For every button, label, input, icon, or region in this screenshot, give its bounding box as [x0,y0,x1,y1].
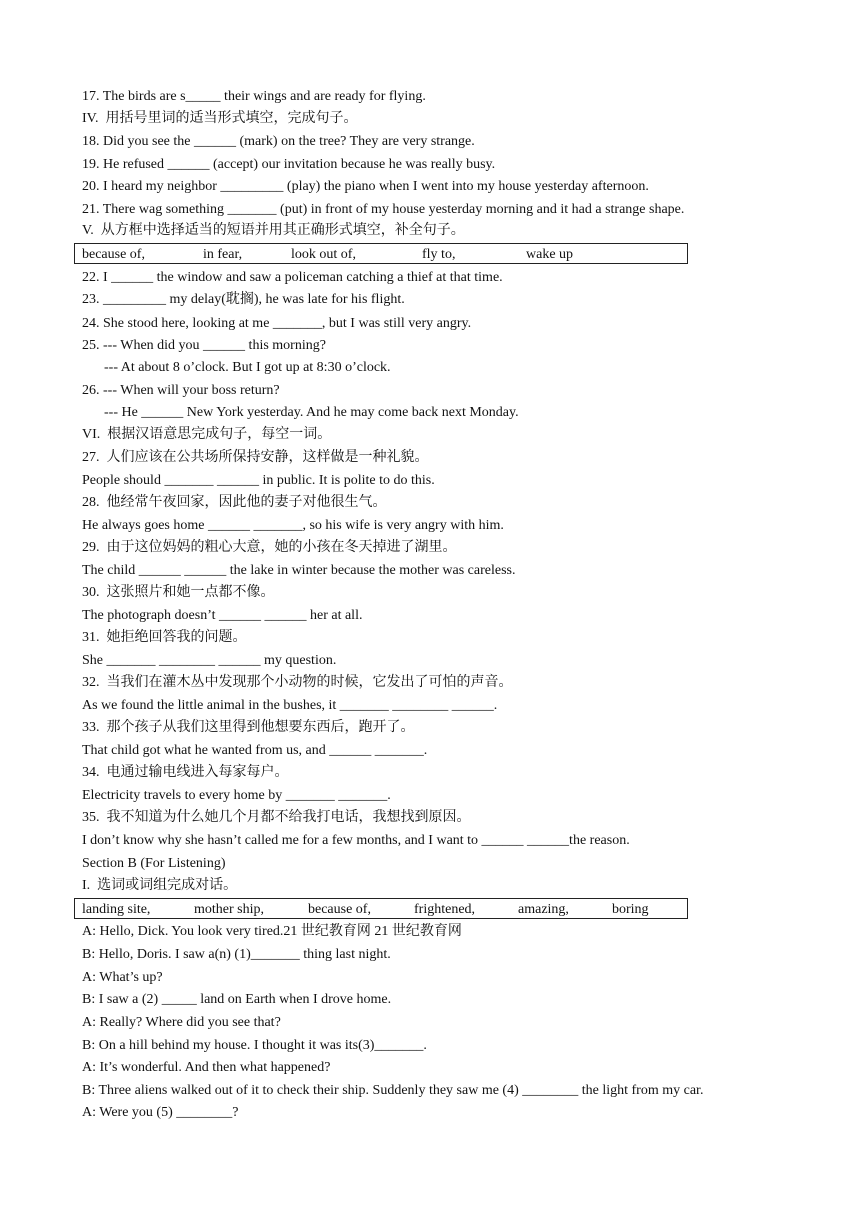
question-17: 17. The birds are s_____ their wings and are ready for flying. [82,89,426,104]
word-option: mother ship, [194,902,264,917]
phrase-option: look out of, [291,247,356,262]
dialogue-line: A: Were you (5) ________? [82,1105,239,1120]
dialogue-line: B: I saw a (2) _____ land on Earth when I drove home. [82,992,392,1007]
question-29-chinese: 29. 由于这位妈妈的粗心大意，她的小孩在冬天掉进了湖里。 [82,540,457,555]
section-v-heading: V. 从方框中选择适当的短语并用其正确形式填空，补全句子。 [82,223,465,238]
question-24: 24. She stood here, looking at me _______, but I was still very angry. [82,316,472,331]
dialogue-line: B: Hello, Doris. I saw a(n) (1)_______ thing last night. [82,947,391,962]
question-19: 19. He refused ______ (accept) our invitation because he was really busy. [82,157,496,172]
word-option: landing site, [82,902,151,917]
question-32-english: As we found the little animal in the bushes, it _______ ________ ______. [82,698,498,713]
question-18: 18. Did you see the ______ (mark) on the tree? They are very strange. [82,134,475,149]
dialogue-line: A: Hello, Dick. You look very tired.21 世纪教育网 21 世纪教育网 [82,924,462,939]
dialogue-line: B: On a hill behind my house. I thought it was its(3)_______. [82,1038,427,1053]
question-31-english: She _______ ________ ______ my question. [82,653,337,668]
question-27-english: People should _______ ______ in public. It is polite to do this. [82,473,435,488]
question-29-english: The child ______ ______ the lake in winter because the mother was careless. [82,563,516,578]
section-b-heading: Section B (For Listening) [82,856,226,871]
phrase-box-1 [74,243,688,264]
question-34-chinese: 34. 电通过输电线进入每家每户。 [82,765,289,780]
question-26: 26. --- When will your boss return? [82,383,280,398]
dialogue-line: A: What’s up? [82,970,163,985]
question-31-chinese: 31. 她拒绝回答我的问题。 [82,630,247,645]
word-option: frightened, [414,902,476,917]
phrase-box-2 [74,898,688,919]
word-option: because of, [308,902,371,917]
question-25-reply: --- At about 8 o’clock. But I got up at 8:30 o’clock. [104,360,391,375]
question-25: 25. --- When did you ______ this morning? [82,338,326,353]
phrase-option: fly to, [422,247,456,262]
phrase-option: in fear, [203,247,243,262]
word-option: amazing, [518,902,569,917]
question-28-english: He always goes home ______ _______, so his wife is very angry with him. [82,518,504,533]
question-30-english: The photograph doesn’t ______ ______ her at all. [82,608,363,623]
phrase-option: wake up [526,247,574,262]
question-26-reply: --- He ______ New York yesterday. And he may come back next Monday. [104,405,519,420]
question-20: 20. I heard my neighbor _________ (play) the piano when I went into my house yesterday afternoon. [82,179,649,194]
question-23: 23. _________ my delay(耽搁), he was late for his flight. [82,292,405,307]
question-22: 22. I ______ the window and saw a policeman catching a thief at that time. [82,270,503,285]
question-33-english: That child got what he wanted from us, and ______ _______. [82,743,428,758]
phrase-option: because of, [82,247,145,262]
question-28-chinese: 28. 他经常午夜回家，因此他的妻子对他很生气。 [82,495,387,510]
dialogue-line: A: It’s wonderful. And then what happened? [82,1060,331,1075]
dialogue-line: B: Three aliens walked out of it to check their ship. Suddenly they saw me (4) ________ the light from my car. [82,1083,704,1098]
question-35-english: I don’t know why she hasn’t called me for a few months, and I want to ______ ______the reason. [82,833,630,848]
dialogue-line: A: Really? Where did you see that? [82,1015,281,1030]
section-iv-heading: IV. 用括号里词的适当形式填空，完成句子。 [82,111,358,126]
question-32-chinese: 32. 当我们在灌木丛中发现那个小动物的时候，它发出了可怕的声音。 [82,675,513,690]
question-33-chinese: 33. 那个孩子从我们这里得到他想要东西后，跑开了。 [82,720,415,735]
question-34-english: Electricity travels to every home by _______ _______. [82,788,391,803]
question-30-chinese: 30. 这张照片和她一点都不像。 [82,585,275,600]
question-35-chinese: 35. 我不知道为什么她几个月都不给我打电话，我想找到原因。 [82,810,471,825]
question-21: 21. There wag something _______ (put) in front of my house yesterday morning and it had a strange shape. [82,202,685,217]
word-option: boring [612,902,649,917]
section-vi-heading: VI. 根据汉语意思完成句子，每空一词。 [82,427,332,442]
listening-part-i-heading: I. 选词或词组完成对话。 [82,878,238,893]
question-27-chinese: 27. 人们应该在公共场所保持安静，这样做是一种礼貌。 [82,450,429,465]
